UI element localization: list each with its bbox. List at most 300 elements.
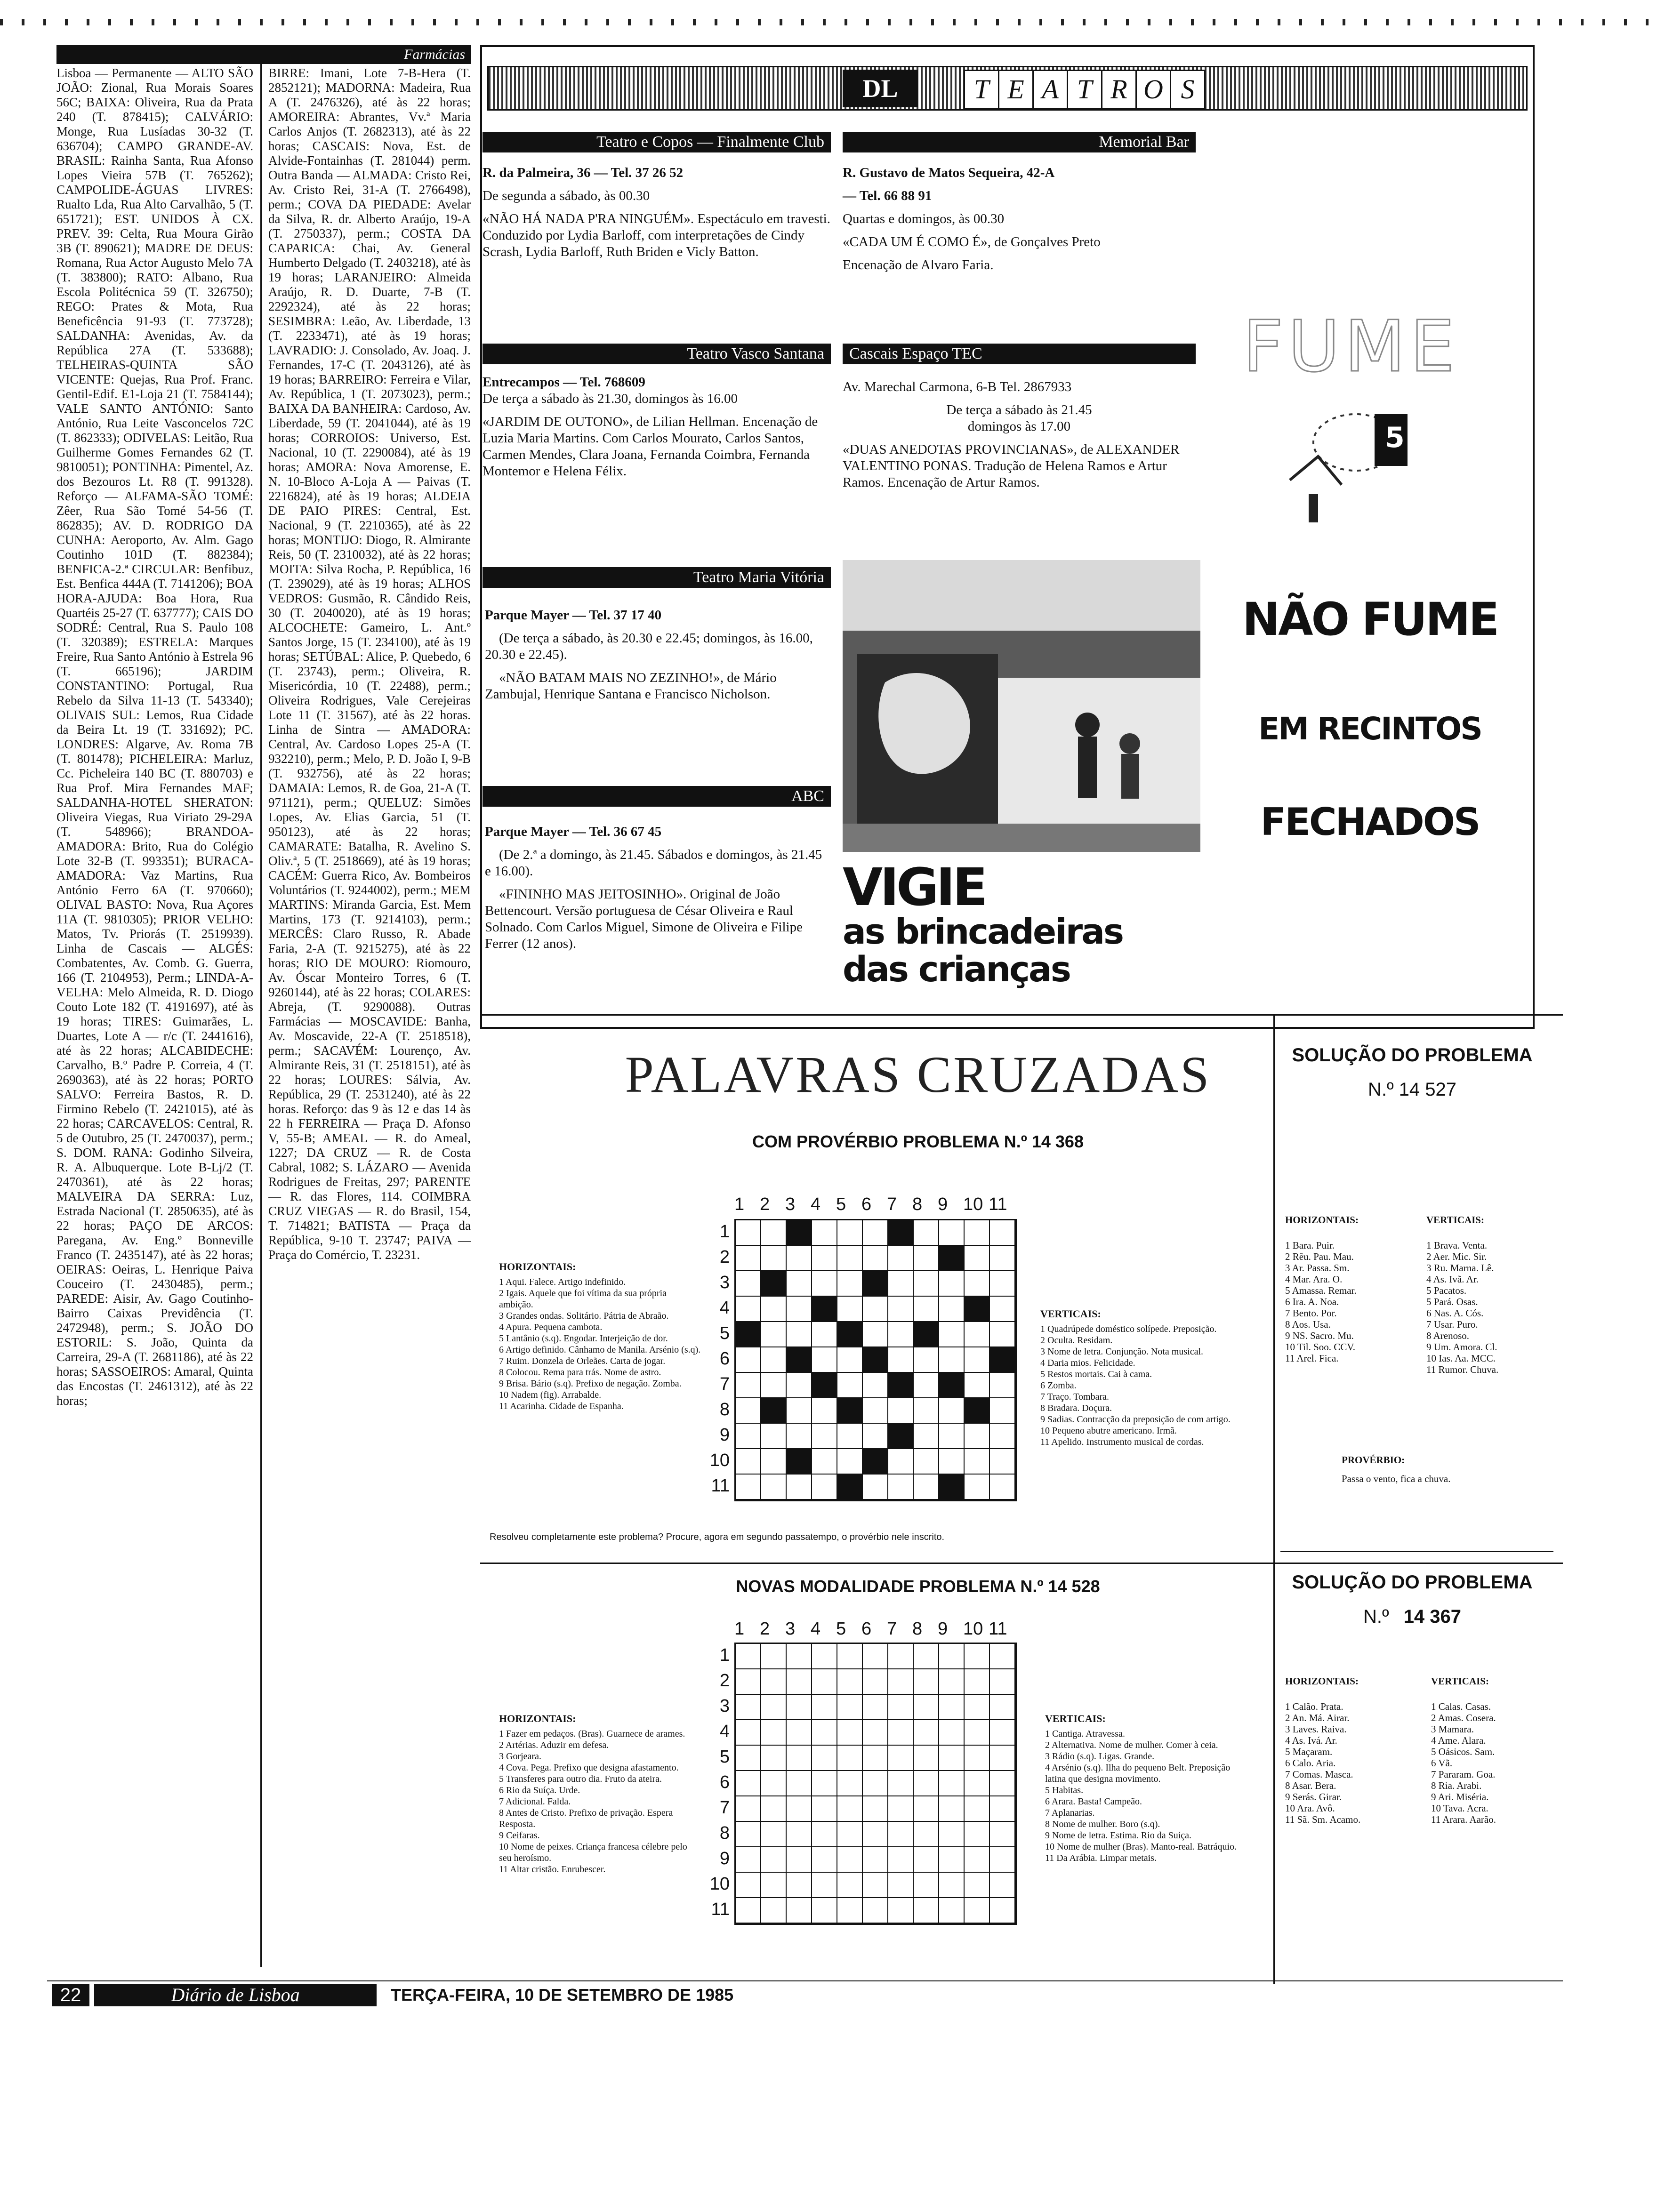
answer: 3 Laves. Raiva. [1285, 1723, 1347, 1735]
answer: 3 Mamara. [1431, 1723, 1474, 1735]
white-square [837, 1271, 863, 1297]
white-square [863, 1720, 888, 1746]
clue: 5 Transferes para outro dia. Fruto da ateira. [499, 1774, 662, 1784]
answer: 8 Arenoso. [1426, 1330, 1469, 1341]
col-number: 9 [938, 1194, 948, 1214]
white-square [812, 1898, 837, 1923]
clue: 1 Quadrúpede doméstico solípede. Preposição. [1040, 1324, 1217, 1334]
white-square [990, 1695, 1015, 1720]
col-number: 4 [811, 1619, 821, 1639]
crosswords-title: PALAVRAS CRUZADAS [625, 1046, 1211, 1103]
problem-1-vertical-clues [1040, 1308, 1243, 1448]
column-divider [260, 47, 262, 1967]
clue: 5 Restos mortais. Cai à cama. [1040, 1369, 1152, 1379]
white-square [863, 1873, 888, 1898]
solution-number: N.º 14 527 [1367, 1079, 1457, 1100]
clue: 6 Zomba. [1040, 1380, 1077, 1391]
answer: 6 Ira. A. Noa. [1285, 1296, 1339, 1307]
svg-text:5: 5 [1385, 421, 1405, 454]
white-square [888, 1822, 914, 1847]
address: Av. Marechal Carmona, 6-B Tel. 2867933 [843, 379, 1072, 394]
solution-title: SOLUÇÃO DO PROBLEMA [1292, 1045, 1533, 1066]
col-number: 1 [734, 1194, 745, 1214]
white-square [812, 1746, 837, 1771]
white-square [939, 1669, 965, 1695]
black-square [761, 1398, 787, 1424]
white-square [965, 1720, 990, 1746]
white-square [888, 1720, 914, 1746]
white-square [939, 1898, 965, 1923]
clue: 3 Nome de letra. Conjunção. Nota musical. [1040, 1346, 1204, 1357]
white-square [837, 1695, 863, 1720]
white-square [939, 1873, 965, 1898]
white-square [990, 1796, 1015, 1822]
white-square [761, 1373, 787, 1398]
row-number: 4 [719, 1722, 730, 1741]
label: PROVÉRBIO: [1342, 1454, 1405, 1466]
white-square [888, 1873, 914, 1898]
staging: Encenação de Alvaro Faria. [843, 257, 994, 272]
clue: 4 Cova. Pega. Prefixo que designa afastamento. [499, 1763, 679, 1773]
white-square [914, 1746, 939, 1771]
white-square [812, 1347, 837, 1373]
white-square [939, 1720, 965, 1746]
answer: 8 Aos. Usa. [1285, 1319, 1331, 1330]
col-number: 9 [938, 1619, 948, 1639]
answer: 5 Amassa. Remar. [1285, 1285, 1357, 1296]
answer: 10 Til. Soo. CCV. [1285, 1341, 1356, 1353]
white-square [990, 1669, 1015, 1695]
answer: 6 Vã. [1431, 1757, 1453, 1769]
section-maria-vitoria [485, 607, 828, 709]
clue: 4 Arsénio (s.q). Ilha do pequeno Belt. Preposição latina que designa movimento. [1045, 1763, 1231, 1784]
white-square [863, 1220, 888, 1246]
white-square [939, 1847, 965, 1873]
white-square [761, 1847, 787, 1873]
section-abc [485, 824, 828, 959]
white-square [888, 1322, 914, 1347]
white-square [736, 1796, 761, 1822]
fume-outline-text: FUME [1243, 306, 1460, 388]
section-title-memorial: Memorial Bar [843, 132, 1196, 152]
clue: 7 Ruim. Donzela de Orleães. Carta de jogar. [499, 1356, 666, 1366]
white-square [736, 1847, 761, 1873]
col-number: 3 [785, 1619, 796, 1639]
answer: 8 Asar. Bera. [1285, 1780, 1336, 1791]
white-square [761, 1873, 787, 1898]
white-square [787, 1873, 812, 1898]
white-square [787, 1898, 812, 1923]
solution-column-divider [1273, 1014, 1275, 1984]
black-square [812, 1297, 837, 1322]
section-memorial [843, 165, 1196, 280]
white-square [736, 1746, 761, 1771]
white-square [837, 1220, 863, 1246]
black-square [761, 1271, 787, 1297]
clues-label: VERTICAIS: [1045, 1713, 1106, 1724]
schedule: De terça a sábado às 21.30, domingos às 16.00 [483, 391, 738, 406]
col-number: 6 [861, 1619, 872, 1639]
black-square [837, 1322, 863, 1347]
clues-label: VERTICAIS: [1040, 1308, 1101, 1320]
clue: 9 Brisa. Bário (s.q). Prefixo de negação. Zomba. [499, 1378, 682, 1389]
white-square [787, 1246, 812, 1271]
white-square [761, 1695, 787, 1720]
clue: 9 Nome de letra. Estima. Rio da Suíça. [1045, 1830, 1192, 1841]
page-number: 22 [52, 1984, 89, 2006]
clue: 3 Gorjeara. [499, 1751, 541, 1762]
white-square [863, 1847, 888, 1873]
section-rule [1280, 1551, 1553, 1552]
white-square [812, 1796, 837, 1822]
col-number: 7 [887, 1194, 897, 1214]
white-square [812, 1220, 837, 1246]
white-square [914, 1246, 939, 1271]
white-square [736, 1822, 761, 1847]
white-square [787, 1271, 812, 1297]
banner-letter: E [998, 70, 1034, 109]
row-number: 1 [719, 1222, 730, 1242]
description: «FININHO MAS JEITOSINHO». Original de João Bettencourt. Versão portuguesa de César Oliveira e Raul Solnado. Com Carlos Miguel, Simone de Oliveira e Filipe Ferrer (12 anos). [485, 887, 803, 951]
answer: 2 Amas. Cosera. [1431, 1712, 1496, 1723]
banner-letter: T [964, 70, 999, 109]
black-square [837, 1398, 863, 1424]
white-square [990, 1475, 1015, 1500]
white-square [990, 1847, 1015, 1873]
white-square [888, 1847, 914, 1873]
section-title-vasco-santana: Teatro Vasco Santana [483, 344, 831, 364]
problem-2-heading: NOVAS MODALIDADE PROBLEMA N.º 14 528 [736, 1577, 1100, 1596]
white-square [888, 1297, 914, 1322]
issue-date: TERÇA-FEIRA, 10 DE SETEMBRO DE 1985 [391, 1985, 734, 2004]
white-square [990, 1449, 1015, 1475]
col-number: 10 [963, 1619, 983, 1639]
solution-1-proverb [1342, 1454, 1539, 1484]
answer: 6 Nas. A. Cós. [1426, 1307, 1484, 1319]
clues-label: HORIZONTAIS: [499, 1261, 576, 1273]
white-square [965, 1873, 990, 1898]
banner-letter: S [1170, 70, 1206, 109]
white-square [939, 1449, 965, 1475]
solution-1-horizontals [1285, 1214, 1417, 1364]
solution-2-horizontals [1285, 1675, 1422, 1825]
white-square [990, 1322, 1015, 1347]
white-square [761, 1771, 787, 1796]
solution-title: SOLUÇÃO DO PROBLEMA [1292, 1572, 1533, 1593]
problem-1-horizontal-clues [499, 1261, 701, 1412]
label: HORIZONTAIS: [1285, 1214, 1359, 1226]
white-square [939, 1822, 965, 1847]
section-cascais [843, 379, 1196, 497]
white-square [837, 1644, 863, 1669]
white-square [888, 1449, 914, 1475]
clue: 10 Nome de peixes. Criança francesa célebre pelo seu heroísmo. [499, 1842, 687, 1863]
white-square [863, 1475, 888, 1500]
white-square [787, 1771, 812, 1796]
clue: 7 Traço. Tombara. [1040, 1392, 1109, 1402]
answer: 9 Serás. Girar. [1285, 1791, 1342, 1803]
schedule: (De 2.ª a domingo, às 21.45. Sábados e domingos, às 21.45 e 16.00). [485, 847, 822, 879]
address: Parque Mayer — Tel. 36 67 45 [485, 824, 662, 839]
solution-1-verticals [1426, 1214, 1544, 1375]
white-square [990, 1220, 1015, 1246]
white-square [965, 1822, 990, 1847]
white-square [863, 1771, 888, 1796]
white-square [888, 1695, 914, 1720]
white-square [761, 1424, 787, 1449]
white-square [837, 1297, 863, 1322]
row-number: 9 [719, 1425, 730, 1445]
description: «NÃO HÁ NADA P'RA NINGUÉM». Espectáculo em travesti. Conduzido por Lydia Barloff, com interpretações de Cindy Scrash, Lydia Barloff, Ruth Briden e Vicly Batton. [483, 211, 830, 259]
white-square [736, 1347, 761, 1373]
white-square [787, 1644, 812, 1669]
white-square [965, 1449, 990, 1475]
label: HORIZONTAIS: [1285, 1675, 1359, 1687]
clue: 5 Lantânio (s.q). Engodar. Interjeição de dor. [499, 1333, 668, 1344]
white-square [812, 1398, 837, 1424]
col-number: 11 [989, 1619, 1007, 1639]
white-square [888, 1246, 914, 1271]
banner-letter: R [1101, 70, 1137, 109]
answer: 10 Tava. Acra. [1431, 1803, 1488, 1814]
white-square [990, 1771, 1015, 1796]
white-square [837, 1720, 863, 1746]
answer: 1 Bara. Puir. [1285, 1240, 1335, 1251]
white-square [965, 1796, 990, 1822]
white-square [914, 1424, 939, 1449]
white-square [736, 1898, 761, 1923]
white-square [888, 1271, 914, 1297]
white-square [914, 1271, 939, 1297]
clue: 11 Apelido. Instrumento musical de cordas. [1040, 1437, 1204, 1447]
white-square [888, 1475, 914, 1500]
white-square [914, 1669, 939, 1695]
answer: 3 Ar. Passa. Sm. [1285, 1262, 1350, 1274]
white-square [914, 1695, 939, 1720]
black-square [888, 1220, 914, 1246]
newspaper-name: Diário de Lisboa [94, 1984, 377, 2006]
white-square [939, 1644, 965, 1669]
clue: 8 Nome de mulher. Boro (s.q). [1045, 1819, 1160, 1829]
white-square [914, 1822, 939, 1847]
white-square [939, 1220, 965, 1246]
em-recintos-line: EM RECINTOS [1258, 711, 1481, 747]
white-square [761, 1220, 787, 1246]
black-square [965, 1398, 990, 1424]
solution-number: 14 367 [1403, 1606, 1462, 1627]
white-square [965, 1746, 990, 1771]
address: Entrecampos — Tel. 768609 [483, 375, 645, 390]
white-square [939, 1746, 965, 1771]
description: «NÃO BATAM MAIS NO ZEZINHO!», de Mário Zambujal, Henrique Santana e Francisco Nicholson. [485, 670, 777, 702]
white-square [837, 1746, 863, 1771]
problem-1-heading: COM PROVÉRBIO PROBLEMA N.º 14 368 [752, 1132, 1084, 1151]
black-square [812, 1373, 837, 1398]
white-square [863, 1822, 888, 1847]
white-square [914, 1297, 939, 1322]
white-square [761, 1898, 787, 1923]
clue: 3 Grandes ondas. Solitário. Pátria de Abraão. [499, 1311, 669, 1321]
white-square [939, 1424, 965, 1449]
white-square [990, 1398, 1015, 1424]
white-square [965, 1424, 990, 1449]
children-playing-photo [843, 560, 1200, 852]
white-square [965, 1771, 990, 1796]
white-square [990, 1373, 1015, 1398]
white-square [863, 1297, 888, 1322]
vigie-subline-2: das crianças [843, 949, 1070, 990]
white-square [914, 1847, 939, 1873]
white-square [787, 1720, 812, 1746]
row-number: 9 [719, 1849, 730, 1868]
white-square [888, 1669, 914, 1695]
white-square [863, 1373, 888, 1398]
row-number: 5 [719, 1747, 730, 1767]
white-square [812, 1271, 837, 1297]
white-square [914, 1449, 939, 1475]
answer: 11 Arara. Aarão. [1431, 1814, 1496, 1825]
white-square [965, 1644, 990, 1669]
white-square [914, 1796, 939, 1822]
white-square [914, 1398, 939, 1424]
white-square [787, 1746, 812, 1771]
clue: 3 Rádio (s.q). Ligas. Grande. [1045, 1751, 1155, 1762]
clue: 2 Igais. Aquele que foi vítima da sua própria ambição. [499, 1288, 667, 1310]
clue: 2 Oculta. Residam. [1040, 1335, 1113, 1346]
banner-letter: O [1135, 70, 1171, 109]
white-square [914, 1475, 939, 1500]
clue: 11 Da Arábia. Limpar metais. [1045, 1853, 1157, 1863]
row-number: 2 [719, 1671, 730, 1691]
clue: 6 Rio da Suíça. Urde. [499, 1785, 580, 1795]
white-square [787, 1322, 812, 1347]
white-square [736, 1220, 761, 1246]
white-square [787, 1796, 812, 1822]
answer: 5 Maçaram. [1285, 1746, 1333, 1757]
white-square [990, 1271, 1015, 1297]
row-number: 2 [719, 1247, 730, 1267]
clue: 1 Fazer em pedaços. (Bras). Guarnece de arames. [499, 1729, 685, 1739]
clues-label: HORIZONTAIS: [499, 1713, 576, 1724]
row-number: 8 [719, 1823, 730, 1843]
white-square [837, 1898, 863, 1923]
grid-2-row-numbers [706, 1643, 730, 1922]
white-square [761, 1669, 787, 1695]
white-square [990, 1898, 1015, 1923]
row-number: 1 [719, 1645, 730, 1665]
white-square [965, 1898, 990, 1923]
white-square [914, 1220, 939, 1246]
nao-fume-headline: NÃO FUME [1242, 593, 1498, 646]
white-square [837, 1771, 863, 1796]
white-square [863, 1246, 888, 1271]
section-finalmente [483, 165, 831, 267]
label: VERTICAIS: [1431, 1675, 1489, 1687]
row-number: 7 [719, 1374, 730, 1394]
clue: 7 Adicional. Falda. [499, 1796, 571, 1807]
white-square [787, 1424, 812, 1449]
black-square [888, 1373, 914, 1398]
white-square [761, 1475, 787, 1500]
white-square [939, 1297, 965, 1322]
answer: 7 Bento. Por. [1285, 1307, 1337, 1319]
crossword-grid-1 [734, 1219, 1017, 1501]
white-square [888, 1746, 914, 1771]
row-number: 5 [719, 1323, 730, 1343]
white-square [965, 1246, 990, 1271]
vigie-headline: VIGIE [843, 857, 985, 917]
clue: 9 Ceifaras. [499, 1830, 540, 1841]
clue: 4 Daria mios. Felicidade. [1040, 1358, 1135, 1368]
smoker-illustration [1262, 386, 1459, 537]
white-square [837, 1373, 863, 1398]
black-square [965, 1297, 990, 1322]
white-square [939, 1271, 965, 1297]
white-square [812, 1720, 837, 1746]
white-square [736, 1669, 761, 1695]
section-title-finalmente: Teatro e Copos — Finalmente Club [483, 132, 831, 152]
black-square [863, 1347, 888, 1373]
white-square [863, 1424, 888, 1449]
row-number: 7 [719, 1798, 730, 1818]
solution-2-verticals [1431, 1675, 1549, 1825]
clue: 6 Artigo definido. Cânhamo de Manila. Arsénio (s.q). [499, 1345, 701, 1355]
white-square [965, 1373, 990, 1398]
white-square [837, 1822, 863, 1847]
black-square [990, 1347, 1015, 1373]
white-square [965, 1669, 990, 1695]
white-square [787, 1398, 812, 1424]
white-square [863, 1695, 888, 1720]
white-square [888, 1398, 914, 1424]
white-square [812, 1246, 837, 1271]
footer-rule [47, 1980, 1563, 1981]
white-square [837, 1873, 863, 1898]
crossword-grid-2 [734, 1643, 1017, 1925]
banner-letter: T [1067, 70, 1102, 109]
grid-1-row-numbers [706, 1219, 730, 1499]
white-square [736, 1771, 761, 1796]
white-square [914, 1771, 939, 1796]
white-square [914, 1720, 939, 1746]
white-square [787, 1822, 812, 1847]
white-square [965, 1847, 990, 1873]
white-square [888, 1796, 914, 1822]
white-square [812, 1424, 837, 1449]
white-square [761, 1347, 787, 1373]
white-square [736, 1475, 761, 1500]
white-square [965, 1475, 990, 1500]
problem-1-footer: Resolveu completamente este problema? Procure, agora em segundo passatempo, o provérbio nele inscrito. [490, 1532, 945, 1542]
white-square [863, 1669, 888, 1695]
address: R. da Palmeira, 36 — Tel. 37 26 52 [483, 165, 684, 180]
clue: 8 Antes de Cristo. Prefixo de privação. Espera Resposta. [499, 1808, 673, 1829]
white-square [965, 1220, 990, 1246]
white-square [736, 1398, 761, 1424]
row-number: 10 [709, 1874, 730, 1894]
grid-1-column-numbers [734, 1194, 1017, 1215]
section-title-abc: ABC [483, 786, 831, 807]
white-square [736, 1695, 761, 1720]
answer: 7 Comas. Masca. [1285, 1769, 1353, 1780]
farmacias-heading: Farmácias [56, 45, 471, 64]
white-square [939, 1322, 965, 1347]
row-number: 3 [719, 1273, 730, 1292]
white-square [863, 1322, 888, 1347]
clue: 10 Nome de mulher (Bras). Manto-real. Batráquio. [1045, 1842, 1237, 1852]
answer: 2 Aer. Mic. Sir. [1426, 1251, 1487, 1262]
black-square [939, 1475, 965, 1500]
